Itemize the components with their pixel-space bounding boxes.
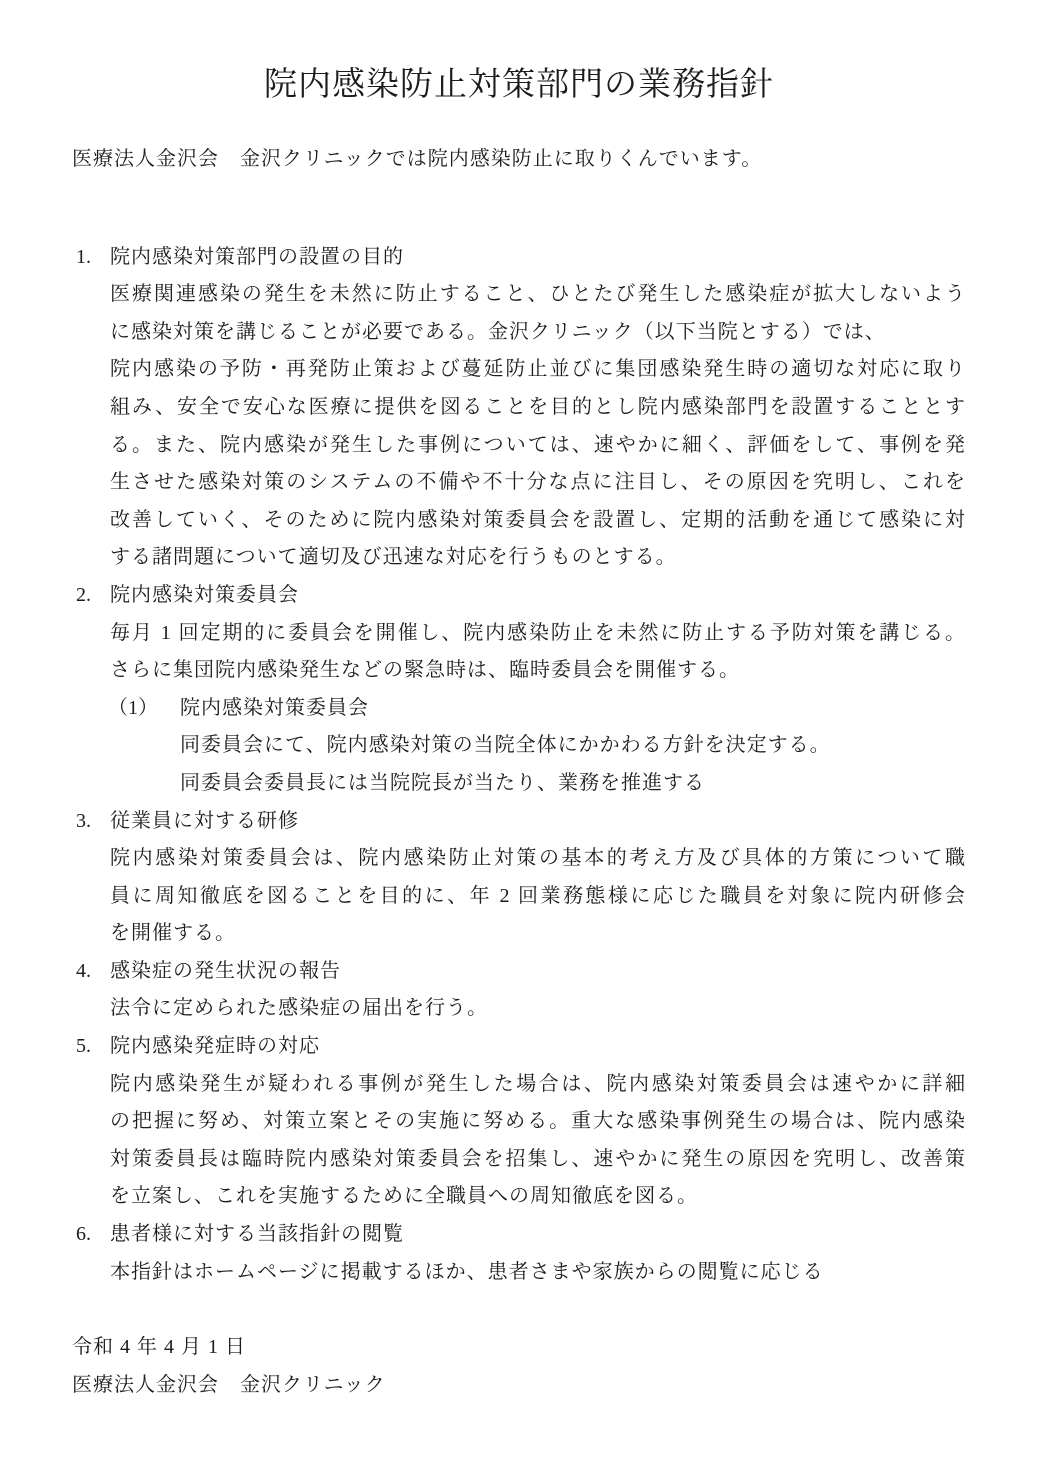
subitem-body-line: 同委員会にて、院内感染対策の当院全体にかかわる方針を決定する。 — [180, 734, 831, 757]
section — [72, 1028, 966, 1216]
section-heading-row — [72, 953, 966, 991]
section — [72, 577, 966, 803]
section-body-line: 法令に定められた感染症の届出を行う。 — [110, 997, 488, 1020]
section-heading: 従業員に対する研修 — [110, 809, 299, 832]
section-number: 6. — [76, 1223, 91, 1246]
section — [72, 953, 966, 1028]
section-heading-row — [72, 1028, 966, 1066]
section-heading: 患者様に対する当該指針の閲覧 — [110, 1223, 404, 1246]
section-heading: 院内感染発症時の対応 — [110, 1035, 320, 1058]
document-footer — [72, 1328, 966, 1404]
section-body-line: を開催する。 — [110, 922, 236, 945]
section-body-line: 組み、安全で安心な医療に提供を図ることを目的とし院内感染部門を設置することとす — [110, 395, 966, 418]
section-body-line: 員に周知徹底を図ることを目的に、年 2 回業務態様に応じた職員を対象に院内研修会 — [110, 884, 966, 907]
section-heading-row — [72, 239, 966, 277]
section-body-line: の把握に努め、対策立案とその実施に努める。重大な感染事例発生の場合は、院内感染 — [110, 1110, 966, 1133]
section-body-line: に感染対策を講じることが必要である。金沢クリニック（以下当院とする）では、 — [110, 320, 886, 343]
section-heading: 院内感染対策部門の設置の目的 — [110, 245, 404, 268]
section-heading: 院内感染対策委員会 — [110, 583, 299, 606]
section-body-line: を立案し、これを実施するために全職員への周知徹底を図る。 — [110, 1185, 698, 1208]
section-body-line: 本指針はホームページに掲載するほか、患者さまや家族からの閲覧に応じる — [110, 1260, 824, 1283]
section-body-line: 医療関連感染の発生を未然に防止すること、ひとたび発生した感染症が拡大しないよう — [110, 283, 966, 306]
section-heading-row — [72, 803, 966, 841]
section-body-line: 院内感染発生が疑われる事例が発生した場合は、院内感染対策委員会は速やかに詳細 — [110, 1072, 966, 1095]
subitem-heading-row — [108, 690, 966, 728]
section-body-line: 生させた感染対策のシステムの不備や不十分な点に注目し、その原因を究明し、これを — [110, 471, 966, 494]
section-body-line: 毎月 1 回定期的に委員会を開催し、院内感染防止を未然に防止する予防対策を講じる。 — [110, 621, 966, 644]
document-title: 院内感染防止対策部門の業務指針 — [264, 67, 774, 103]
intro-text: 医療法人金沢会 金沢クリニックでは院内感染防止に取りくんでいます。 — [72, 148, 763, 170]
section-heading-row — [72, 577, 966, 615]
section-number: 5. — [76, 1035, 91, 1058]
subitem-body-line: 同委員会委員長には当院院長が当たり、業務を推進する — [180, 771, 705, 794]
section-number: 4. — [76, 959, 91, 982]
section-number: 2. — [76, 583, 91, 606]
subitem-number: （1） — [108, 696, 158, 719]
section — [72, 803, 966, 953]
section — [72, 1216, 966, 1291]
section-body-line: する諸問題について適切及び迅速な対応を行うものとする。 — [110, 546, 677, 569]
document-date: 令和 4 年 4 月 1 日 — [72, 1336, 246, 1359]
sections-container — [72, 239, 966, 1292]
section-number: 3. — [76, 809, 91, 832]
section-body-line: 院内感染対策委員会は、院内感染防止対策の基本的考え方及び具体的方策について職 — [110, 847, 966, 870]
section — [72, 239, 966, 577]
section-body-line: さらに集団院内感染発生などの緊急時は、臨時委員会を開催する。 — [110, 659, 740, 682]
section-body-line: 院内感染の予防・再発防止策および蔓延防止並びに集団感染発生時の適切な対応に取り — [110, 358, 966, 381]
subitem-heading: 院内感染対策委員会 — [180, 696, 369, 719]
section-heading-row — [72, 1216, 966, 1254]
section-body-line: 改善していく、そのために院内感染対策委員会を設置し、定期的活動を通じて感染に対 — [110, 508, 966, 531]
section-body-line: 対策委員長は臨時院内感染対策委員会を招集し、速やかに発生の原因を究明し、改善策 — [110, 1147, 966, 1170]
document-organization: 医療法人金沢会 金沢クリニック — [72, 1374, 386, 1397]
section-body-line: る。また、院内感染が発生した事例については、速やかに細く、評価をして、事例を発 — [110, 433, 966, 456]
section-heading: 感染症の発生状況の報告 — [110, 959, 341, 982]
section-number: 1. — [76, 245, 91, 268]
